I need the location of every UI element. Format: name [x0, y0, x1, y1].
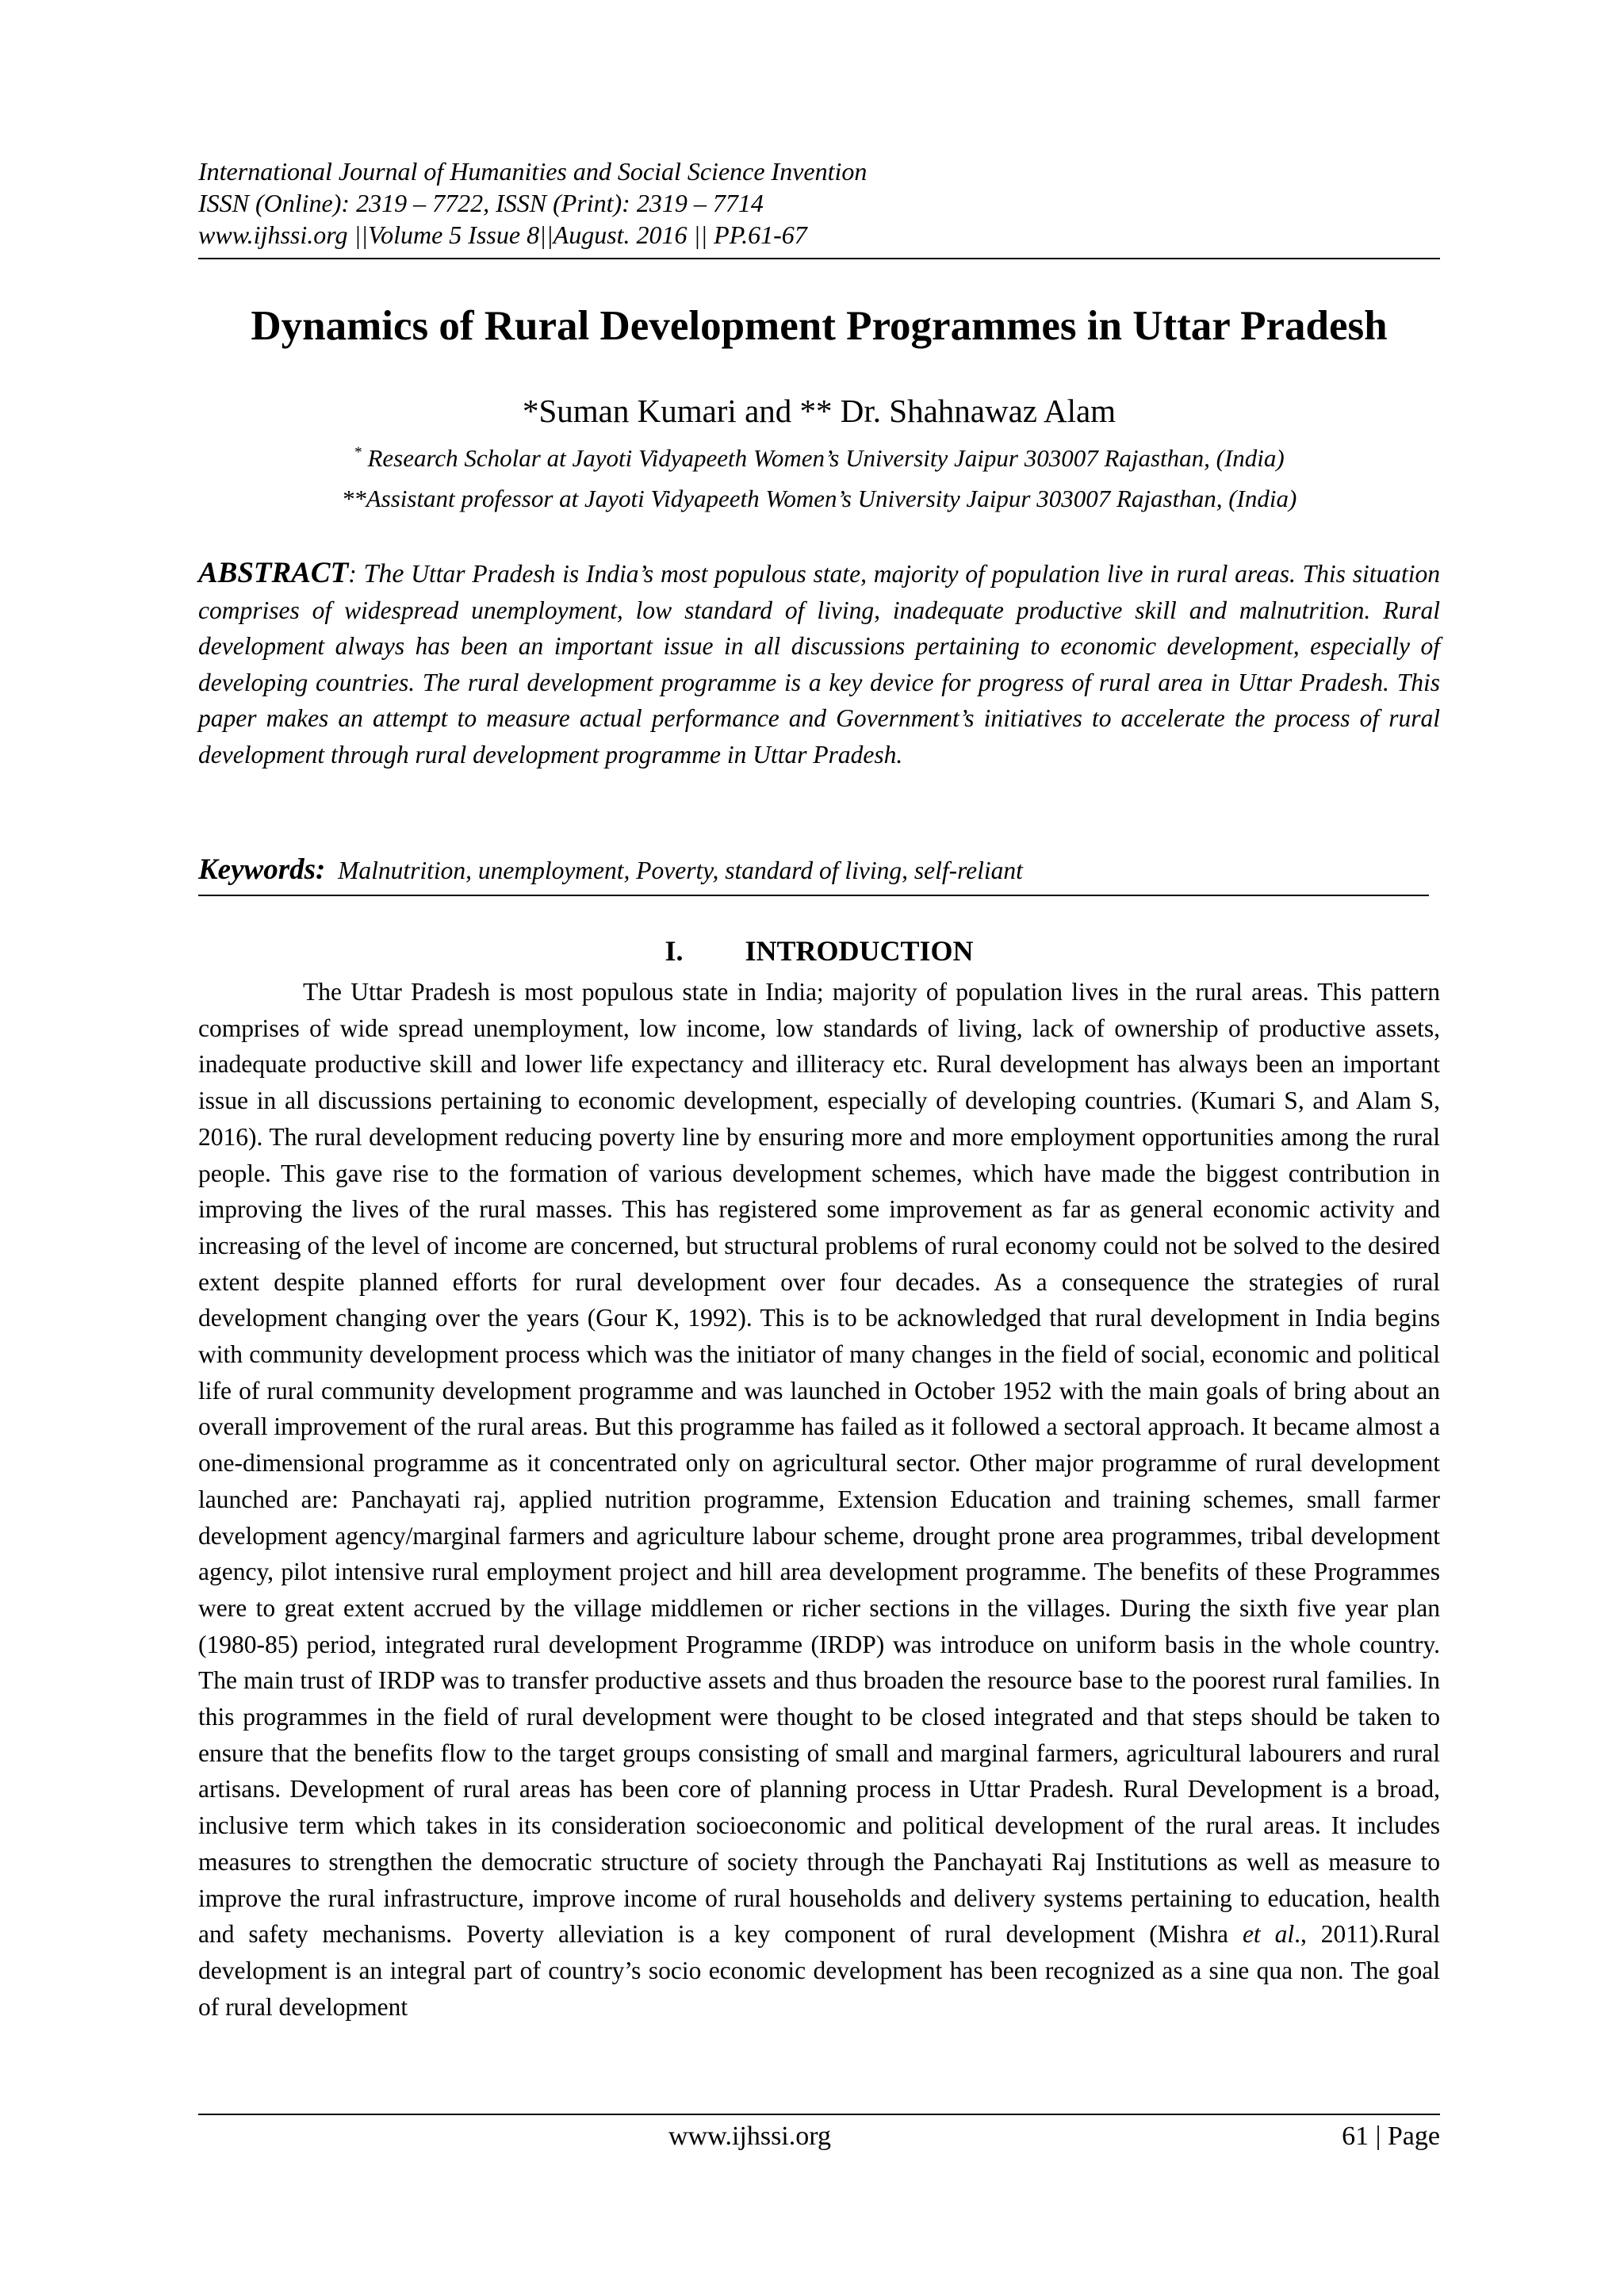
section-number: I.	[665, 935, 684, 967]
body-paragraph	[198, 974, 1440, 2025]
paper-title: Dynamics of Rural Development Programmes in Uttar Pradesh	[251, 303, 1388, 349]
keywords	[198, 853, 1440, 888]
body-text	[198, 974, 1440, 2025]
abstract-lead-word: The	[363, 559, 404, 588]
abstract-text: Uttar Pradesh is India’s most populous state, majority of population live in rural areas. This situation comprises of widespread unemployment, low standard of living, inadequate productive skill and malnutrition. Rural development always has been an important issue in all discussions pertaining to economic development, especially of developing countries. The rural development programme is a key device for progress of rural area in Uttar Pradesh. This paper makes an attempt to measure actual performance and Government’s initiatives to accelerate the process of rural development through rural development programme in Uttar Pradesh.	[198, 560, 1441, 769]
affiliation-mark: *	[354, 444, 362, 461]
journal-name: International Journal of Humanities and Social Science Invention	[198, 157, 868, 186]
keyword-first: Malnutrition	[338, 857, 466, 884]
footer-divider	[198, 2114, 1440, 2115]
abstract-colon: :	[348, 560, 364, 588]
keywords-divider	[198, 895, 1429, 896]
abstract-label: ABSTRACT	[198, 557, 349, 589]
journal-header	[198, 155, 1443, 251]
section-heading	[198, 932, 1440, 970]
body-text-part-2: ., 2011).Rural development is an integral part of country’s socio economic development has been recognized as a sine qua non. The goal of rural development	[198, 1920, 1440, 2021]
affiliation-first-text: Research Scholar at Jayoti Vidyapeeth Women’s University Jaipur 303007 Rajasthan, (India)	[367, 444, 1285, 472]
journal-issn: ISSN (Online): 2319 – 7722, ISSN (Print): 2319 – 7714	[198, 189, 764, 217]
footer-page-number: 61 | Page	[1342, 2122, 1440, 2151]
abstract	[198, 555, 1440, 773]
keywords-rest: , unemployment, Poverty, standard of living, self-reliant	[465, 857, 1023, 884]
body-text-part-1: The Uttar Pradesh is most populous state in India; majority of population lives in the rural areas. This pattern comprises of wide spread unemployment, low income, low standards of living, lack of ownership of productive assets, inadequate productive skill and lower life expectancy and illiteracy etc. Rural development has always been an important issue in all discussions pertaining to economic development, especially of developing countries. (Kumari S, and Alam S, 2016). The rural development reducing poverty line by ensuring more and more employment opportunities among the rural people. This gave rise to the formation of various development schemes, which have made the biggest contribution in improving the lives of the rural masses. This has registered some improvement as far as general economic activity and increasing of the level of income are concerned, but structural problems of rural economy could not be solved to the desired extent despite planned efforts for rural development over four decades. As a consequence the strategies of rural development changing over the years (Gour K, 1992). This is to be acknowledged that rural development in India begins with community development process which was the initiator of many changes in the field of social, economic and political life of rural community development programme and was launched in October 1952 with the main goals of bring about an overall improvement of the rural areas. But this programme has failed as it followed a sectoral approach. It became almost a one-dimensional programme as it concentrated only on agricultural sector. Other major programme of rural development launched are: Panchayati raj, applied nutrition programme, Extension Education and training schemes, small farmer development agency/marginal farmers and agriculture labour scheme, drought prone area programmes, tribal development agency, pilot intensive rural employment project and hill area development programme. The benefits of these Programmes were to great extent accrued by the village middlemen or richer sections in the villages. During the sixth five year plan (1980-85) period, integrated rural development Programme (IRDP) was introduce on uniform basis in the whole country. The main trust of IRDP was to transfer productive assets and thus broaden the resource base to the poorest rural families. In this programmes in the field of rural development were thought to be closed integrated and that steps should be taken to ensure that the benefits flow to the target groups consisting of small and marginal farmers, agricultural labourers and rural artisans. Development of rural areas has been core of planning process in Uttar Pradesh. Rural Development is a broad, inclusive term which takes in its consideration socioeconomic and political development of the rural areas. It includes measures to strengthen the democratic structure of society through the Panchayati Raj Institutions as well as measure to improve the rural infrastructure, improve income of rural households and delivery systems pertaining to education, health and safety mechanisms. Poverty alleviation is a key component of rural development (Mishra	[198, 978, 1440, 1949]
affiliation-first	[198, 443, 1440, 474]
section-title: INTRODUCTION	[745, 935, 974, 967]
body-citation-etal: et al	[1242, 1920, 1295, 1949]
footer-site-link[interactable]: www.ijhssi.org	[668, 2122, 831, 2151]
paper-authors: *Suman Kumari and ** Dr. Shahnawaz Alam	[522, 393, 1116, 429]
affiliation-second: **Assistant professor at Jayoti Vidyapeeth Women’s University Jaipur 303007 Rajasthan, (India)	[341, 485, 1297, 512]
keywords-label: Keywords:	[198, 853, 326, 886]
header-divider	[198, 258, 1440, 259]
journal-issue: www.ijhssi.org ||Volume 5 Issue 8||August. 2016 || PP.61-67	[198, 220, 807, 249]
